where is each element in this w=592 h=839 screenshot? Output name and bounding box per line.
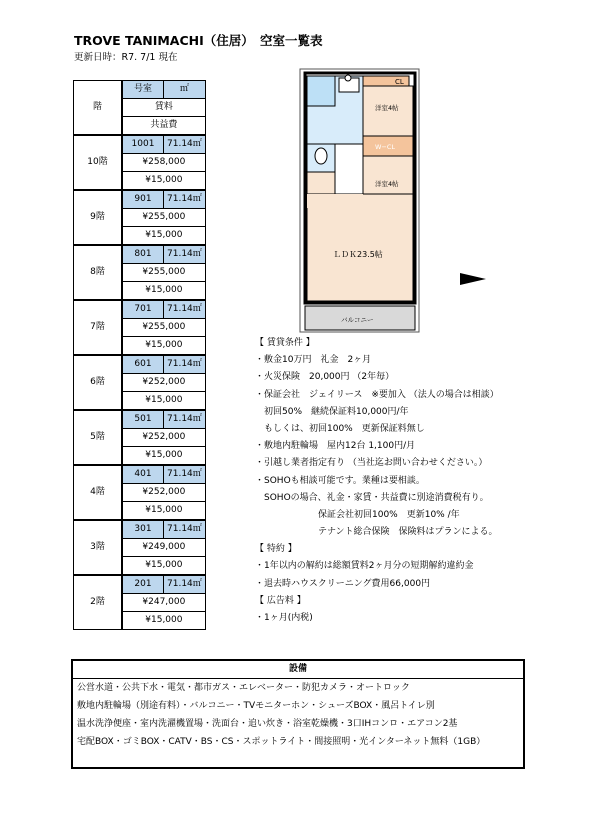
balcony-label: バルコニー: [341, 316, 374, 324]
room-number: 701: [122, 300, 164, 319]
room-area: 71.14㎡: [164, 300, 206, 319]
room2-label: 洋室4帖: [375, 180, 399, 188]
condition-line: ・退去時ハウスクリーニング費用66,000円: [255, 578, 431, 589]
room-area: 71.14㎡: [164, 410, 206, 429]
condition-line: テナント総合保険 保険料はプランによる。: [255, 527, 498, 538]
condition-line: 初回50% 継続保証料10,000円/年: [255, 406, 409, 417]
table-row: [74, 300, 206, 319]
condition-line: ・保証会社 ジェイリース ※要加入 （法人の場合は相談）: [255, 389, 499, 400]
facility-line: 敷地内駐輪場（別途有料）・バルコニー・TVモニターホン・シューズBOX・風呂トイレ別: [77, 701, 435, 711]
rent-cell: ¥252,000: [122, 374, 205, 392]
rent-cell: ¥255,000: [122, 319, 205, 337]
condition-line: ・引越し業者指定有り （当社迄お問い合わせください。）: [255, 458, 488, 469]
fee-cell: ¥15,000: [122, 612, 205, 630]
room-area: 71.14㎡: [164, 520, 206, 539]
condition-line: 【 賃貸条件 】: [255, 338, 315, 348]
condition-line: 保証会社初回100% 更新10% /年: [255, 509, 460, 520]
floor-cell: 6階: [74, 355, 123, 410]
floor-cell: 10階: [74, 135, 123, 190]
condition-line: ・火災保険 20,000円 （2年毎）: [255, 372, 395, 383]
condition-line: 【 特約 】: [255, 544, 297, 555]
room-number: 401: [122, 465, 164, 484]
floor-plan: [299, 68, 420, 333]
fee-cell: ¥15,000: [122, 392, 205, 411]
rental-conditions: [255, 335, 585, 627]
fee-cell: ¥15,000: [122, 447, 205, 466]
facility-box: [71, 659, 525, 769]
header-room: 号室: [122, 81, 164, 99]
room-area: 71.14㎡: [164, 245, 206, 264]
room-number: 301: [122, 520, 164, 539]
rent-cell: ¥247,000: [122, 594, 205, 612]
cl-label: CL: [395, 78, 404, 86]
room-number: 601: [122, 355, 164, 374]
table-row: [74, 190, 206, 209]
floor-cell: 3階: [74, 520, 123, 575]
bath-icon: [307, 76, 335, 106]
rent-cell: ¥258,000: [122, 154, 205, 172]
fee-cell: ¥15,000: [122, 337, 205, 356]
table-row: [74, 575, 206, 594]
condition-line: もしくは、初回100% 更新保証料無し: [255, 423, 425, 434]
vacancy-table: [73, 80, 206, 630]
room-number: 801: [122, 245, 164, 264]
floor-cell: 5階: [74, 410, 123, 465]
room1-label: 洋室4帖: [375, 104, 399, 112]
condition-line: ・1ヶ月(内税): [255, 613, 313, 623]
update-date: 更新日時：R7. 7/1 現在: [74, 52, 178, 63]
rent-cell: ¥255,000: [122, 264, 205, 282]
facility-line: 温水洗浄便座・室内洗濯機置場・洗面台・追い炊き・浴室乾燥機・3口IHコンロ・エアコン2基: [77, 719, 458, 729]
wcl-label: W−CL: [375, 143, 396, 151]
page-title: TROVE TANIMACHI（住居） 空室一覧表: [74, 33, 323, 48]
rent-cell: ¥255,000: [122, 209, 205, 227]
table-row: [74, 355, 206, 374]
room-area: 71.14㎡: [164, 135, 206, 154]
condition-line: ・敷地内駐輪場 屋内12台 1,100円/月: [255, 441, 416, 452]
floor-cell: 4階: [74, 465, 123, 520]
fee-cell: ¥15,000: [122, 227, 205, 246]
table-row: [74, 410, 206, 429]
room-area: 71.14㎡: [164, 355, 206, 374]
floor-cell: 7階: [74, 300, 123, 355]
condition-line: ・敷金10万円 礼金 2ヶ月: [255, 355, 372, 366]
room-number: 901: [122, 190, 164, 209]
room-number: 501: [122, 410, 164, 429]
rent-cell: ¥252,000: [122, 484, 205, 502]
table-row: [74, 520, 206, 539]
rent-cell: ¥249,000: [122, 539, 205, 557]
header-area: ㎡: [164, 81, 206, 99]
floor-cell: 2階: [74, 575, 123, 630]
sink-icon: [345, 75, 351, 81]
fee-cell: ¥15,000: [122, 557, 205, 576]
table-header-row: [74, 81, 206, 99]
floor-cell: 9階: [74, 190, 123, 245]
ldk-label: ＬＤＫ23.5帖: [333, 250, 383, 259]
room-number: 201: [122, 575, 164, 594]
fee-cell: ¥15,000: [122, 502, 205, 521]
room-area: 71.14㎡: [164, 190, 206, 209]
fee-cell: ¥15,000: [122, 282, 205, 301]
facility-line: 公営水道・公共下水・電気・都市ガス・エレベーター・防犯カメラ・オートロック: [77, 683, 410, 693]
header-rent: 賃料: [122, 99, 205, 117]
table-row: [74, 465, 206, 484]
room-area: 71.14㎡: [164, 575, 206, 594]
facility-line: 宅配BOX・ゴミBOX・CATV・BS・CS・スポットライト・間接照明・光インターネット無料（1GB）: [77, 737, 486, 747]
room-number: 1001: [122, 135, 164, 154]
header-fee: 共益費: [122, 117, 205, 136]
rent-cell: ¥252,000: [122, 429, 205, 447]
kitchen-icon: [307, 172, 335, 194]
header-floor: 階: [74, 81, 123, 136]
facility-heading: 設備: [73, 661, 523, 679]
condition-line: 【 広告料 】: [255, 595, 306, 606]
table-row: [74, 135, 206, 154]
condition-line: SOHOの場合、礼金・家賃・共益費に別途消費税有り。: [255, 492, 489, 503]
fee-cell: ¥15,000: [122, 172, 205, 191]
north-arrow-icon: [460, 273, 486, 285]
floor-cell: 8階: [74, 245, 123, 300]
room-area: 71.14㎡: [164, 465, 206, 484]
condition-line: ・1年以内の解約は総額賃料2ヶ月分の短期解約違約金: [255, 561, 474, 572]
condition-line: ・SOHOも相談可能です。業種は要相談。: [255, 475, 425, 486]
table-row: [74, 245, 206, 264]
